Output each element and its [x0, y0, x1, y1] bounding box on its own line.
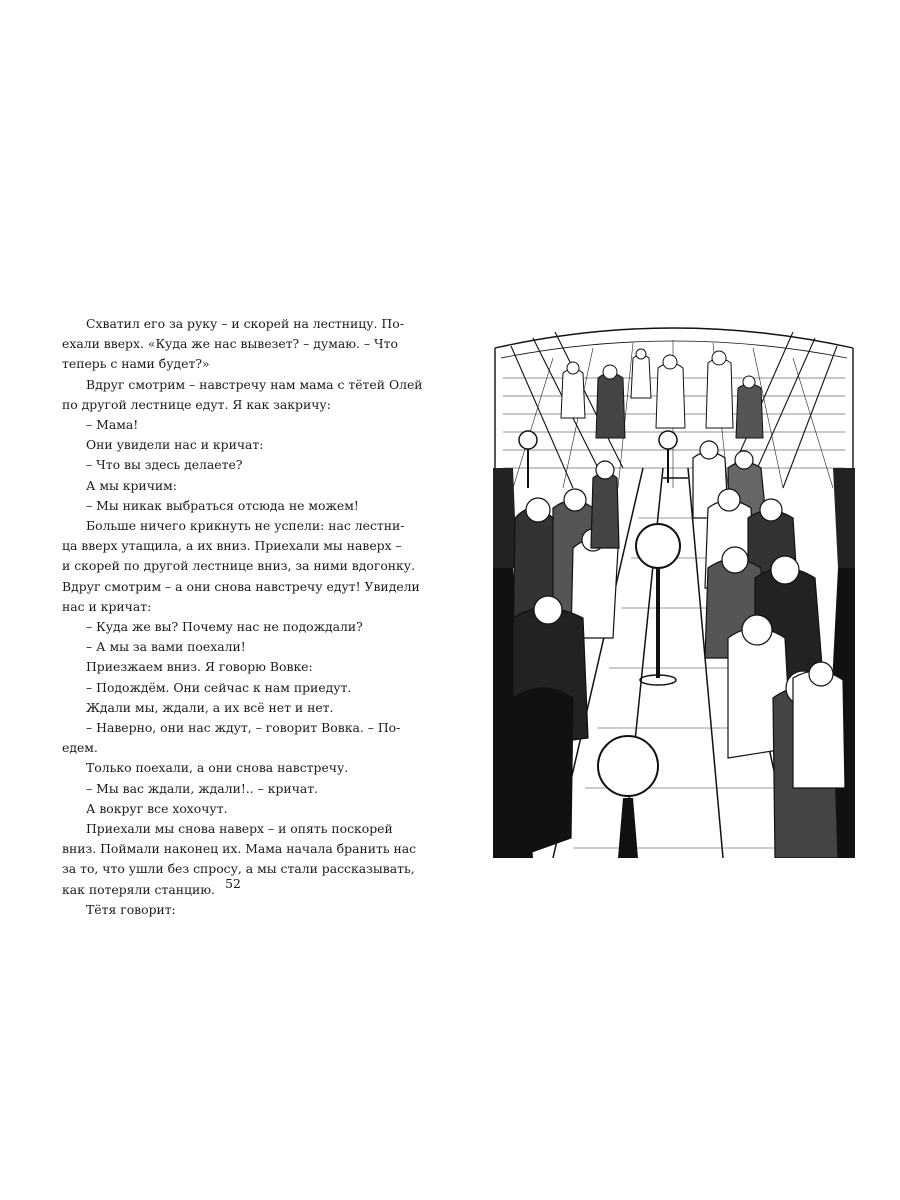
text-line: ца вверх утащила, а их вниз. Приехали мы наверх –	[62, 538, 402, 554]
text-line: как потеряли станцию.	[62, 881, 215, 897]
text-line: вниз. Поймали наконец их. Мама начала бранить нас	[62, 841, 417, 857]
text-line: теперь с нами будет?»	[62, 356, 210, 372]
escalator-illustration	[493, 318, 855, 858]
text-line: Схватил его за руку – и скорей на лестницу. По-	[86, 316, 404, 331]
text-line: Ждали мы, ждали, а их всё нет и нет.	[86, 699, 334, 715]
lamp-bottom	[598, 736, 658, 858]
text-line: А мы кричим:	[86, 477, 177, 493]
text-column	[62, 314, 423, 920]
page-number: 52	[225, 876, 241, 891]
text-line: А вокруг все хохочут.	[86, 800, 228, 816]
text-line: – Подождём. Они сейчас к нам приедут.	[86, 679, 352, 695]
crowd-landing	[561, 349, 763, 438]
text-line: едем.	[62, 740, 98, 756]
text-line: – Мы никак выбраться отсюда не можем!	[86, 497, 359, 513]
text-line: Они увидели нас и кричат:	[86, 437, 264, 453]
text-line: Приезжаем вниз. Я говорю Вовке:	[86, 659, 313, 675]
text-line: Больше ничего крикнуть не успели: нас лестни-	[86, 518, 405, 534]
text-line: нас и кричат:	[62, 598, 152, 614]
crowd-right	[693, 441, 845, 858]
text-line: по другой лестнице едут. Я как закричу:	[62, 396, 331, 412]
text-line: и скорей по другой лестнице вниз, за ними вдогонку.	[62, 558, 416, 574]
crowd-left	[513, 461, 619, 858]
text-line: – Наверно, они нас ждут, – говорит Вовка. – По-	[86, 720, 401, 736]
text-line: ехали вверх. «Куда же нас вывезет? – думаю. – Что	[62, 336, 398, 352]
text-line: за то, что ушли без спросу, а мы стали рассказывать,	[62, 861, 415, 877]
text-line: Приехали мы снова наверх – и опять поскорей	[86, 821, 393, 837]
text-line: Вдруг смотрим – навстречу нам мама с тётей Олей	[86, 376, 423, 392]
text-line: Только поехали, а они снова навстречу.	[86, 760, 349, 776]
text-line: – Мама!	[86, 417, 139, 433]
text-line: – Что вы здесь делаете?	[86, 457, 243, 473]
text-line: Вдруг смотрим – а они снова навстречу едут! Увидели	[62, 578, 420, 594]
text-line: – А мы за вами поехали!	[86, 639, 246, 655]
text-line: – Куда же вы? Почему нас не подождали?	[86, 619, 363, 635]
text-line: Тётя говорит:	[86, 901, 176, 917]
text-line: – Мы вас ждали, ждали!.. – кричат.	[86, 780, 319, 796]
